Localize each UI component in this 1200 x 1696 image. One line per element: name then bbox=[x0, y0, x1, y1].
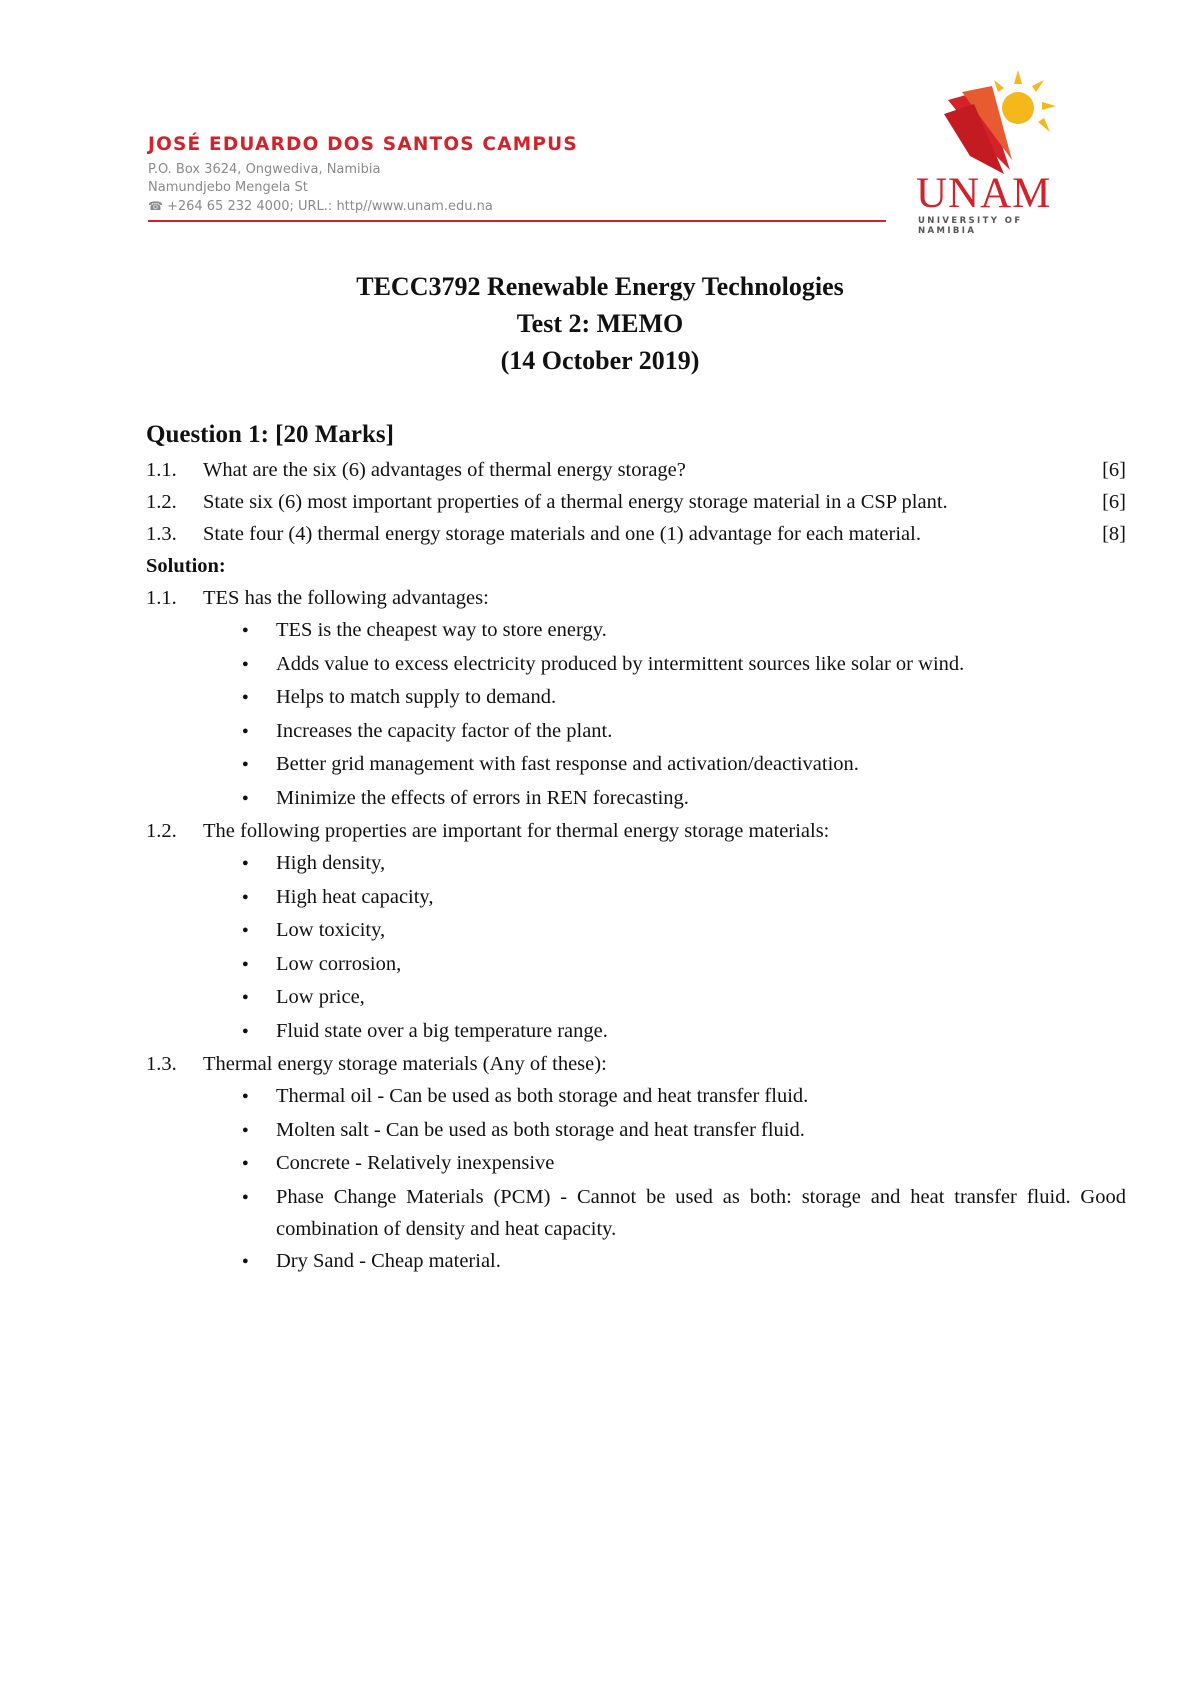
question-text: What are the six (6) advantages of thermal energy storage? bbox=[203, 459, 686, 481]
test-title: Test 2: MEMO bbox=[516, 309, 684, 338]
letterhead-divider bbox=[148, 220, 886, 222]
list-item: ● Thermal oil - Can be used as both storage and heat transfer fluid. bbox=[146, 1080, 1126, 1114]
bullet-list bbox=[146, 1080, 1126, 1278]
question-item bbox=[146, 518, 1126, 550]
campus-name: JOSÉ EDUARDO DOS SANTOS CAMPUS bbox=[148, 134, 578, 155]
sun-book-icon bbox=[940, 70, 1070, 180]
list-item: ● Phase Change Materials (PCM) - Cannot be used as both: storage and heat transfer fluid. Good combination of density and heat capacity. bbox=[146, 1181, 1126, 1245]
list-item: ● High heat capacity, bbox=[146, 881, 1126, 915]
question-text: State four (4) thermal energy storage materials and one (1) advantage for each material. bbox=[203, 523, 921, 545]
course-title: TECC3792 Renewable Energy Technologies bbox=[356, 272, 844, 301]
unam-logo bbox=[900, 60, 1080, 236]
letterhead bbox=[148, 134, 578, 216]
contact-text: +264 65 232 4000; URL.: http//www.unam.edu.na bbox=[166, 199, 493, 214]
address-line-1: P.O. Box 3624, Ongwediva, Namibia bbox=[148, 162, 381, 177]
list-item: ● Fluid state over a big temperature range. bbox=[146, 1015, 1126, 1049]
list-item: ● Low toxicity, bbox=[146, 914, 1126, 948]
logo-wordmark: UNAM bbox=[916, 170, 1052, 217]
list-item: ● Dry Sand - Cheap material. bbox=[146, 1245, 1126, 1279]
question-marks: [8] bbox=[1102, 523, 1126, 545]
test-date: (14 October 2019) bbox=[500, 346, 700, 375]
solution-number: 1.1. bbox=[146, 587, 177, 609]
solution-item bbox=[146, 582, 1126, 614]
phone-icon: ☎ bbox=[148, 199, 163, 213]
document-title bbox=[0, 268, 1200, 379]
list-item: ● Low corrosion, bbox=[146, 948, 1126, 982]
list-item: ● Better grid management with fast response and activation/deactivation. bbox=[146, 748, 1126, 782]
solution-intro: The following properties are important for thermal energy storage materials: bbox=[203, 820, 830, 842]
solution-item bbox=[146, 815, 1126, 847]
solution-number: 1.2. bbox=[146, 820, 177, 842]
list-item: ● Low price, bbox=[146, 981, 1126, 1015]
question-number: 1.1. bbox=[146, 459, 177, 481]
list-item: ● Concrete - Relatively inexpensive bbox=[146, 1147, 1126, 1181]
solution-intro: TES has the following advantages: bbox=[203, 587, 489, 609]
question-text: State six (6) most important properties of a thermal energy storage material in a CSP plant. bbox=[203, 491, 948, 513]
list-item: ● Minimize the effects of errors in REN forecasting. bbox=[146, 782, 1126, 816]
address-line-2: Namundjebo Mengela St bbox=[148, 180, 308, 195]
memo-body bbox=[146, 418, 1126, 1278]
contact-line bbox=[148, 197, 578, 216]
solution-heading: Solution: bbox=[146, 555, 226, 577]
question-marks: [6] bbox=[1102, 459, 1126, 481]
solution-intro: Thermal energy storage materials (Any of these): bbox=[203, 1053, 607, 1075]
question-marks: [6] bbox=[1102, 491, 1126, 513]
list-item: ● Helps to match supply to demand. bbox=[146, 681, 1126, 715]
list-item: ● Increases the capacity factor of the plant. bbox=[146, 715, 1126, 749]
logo-subtitle: UNIVERSITY OF NAMIBIA bbox=[918, 216, 1023, 236]
list-item: ● Adds value to excess electricity produced by intermittent sources like solar or wind. bbox=[146, 648, 1126, 682]
question-number: 1.3. bbox=[146, 523, 177, 545]
question-item bbox=[146, 454, 1126, 486]
bullet-list bbox=[146, 847, 1126, 1048]
question-item bbox=[146, 486, 1126, 518]
solution-number: 1.3. bbox=[146, 1053, 177, 1075]
list-item: ● High density, bbox=[146, 847, 1126, 881]
list-item: ● TES is the cheapest way to store energy. bbox=[146, 614, 1126, 648]
question-heading: Question 1: [20 Marks] bbox=[146, 421, 394, 448]
list-item: ● Molten salt - Can be used as both storage and heat transfer fluid. bbox=[146, 1114, 1126, 1148]
question-number: 1.2. bbox=[146, 491, 177, 513]
bullet-list bbox=[146, 614, 1126, 815]
solution-item bbox=[146, 1048, 1126, 1080]
